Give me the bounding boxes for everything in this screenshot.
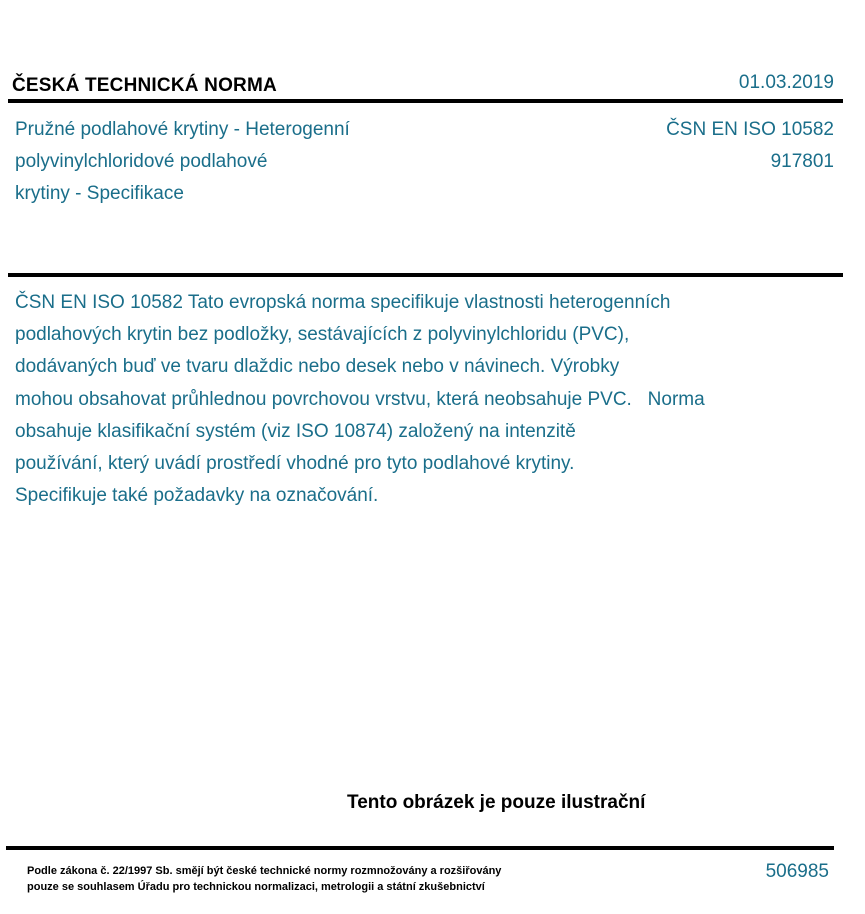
standard-title-line: Pružné podlahové krytiny - Heterogenní bbox=[15, 119, 350, 140]
abstract-line: podlahových krytin bez podložky, sestávajících z polyvinylchloridu (PVC), bbox=[15, 324, 630, 346]
document-type-title: ČESKÁ TECHNICKÁ NORMA bbox=[12, 75, 277, 96]
standard-identifier bbox=[666, 114, 834, 178]
illustration-notice: Tento obrázek je pouze ilustrační bbox=[347, 792, 646, 813]
legal-notice bbox=[27, 863, 501, 895]
footer-divider bbox=[6, 846, 834, 850]
abstract-line: obsahuje klasifikační systém (viz ISO 10874) založený na intenzitě bbox=[15, 420, 576, 442]
header-divider bbox=[8, 99, 843, 103]
legal-notice-line: Podle zákona č. 22/1997 Sb. smějí být české technické normy rozmnožovány a rozšiřovány bbox=[27, 865, 502, 877]
section-divider bbox=[8, 273, 843, 277]
standard-title bbox=[15, 114, 435, 210]
abstract-line: používání, který uvádí prostředí vhodné pro tyto podlahové krytiny. bbox=[15, 453, 575, 475]
abstract-line: Specifikuje také požadavky na označování. bbox=[15, 485, 379, 507]
catalog-number: 506985 bbox=[765, 861, 829, 882]
legal-notice-line: pouze se souhlasem Úřadu pro technickou normalizaci, metrologii a státní zkušebnictví bbox=[27, 881, 485, 893]
abstract-line: ČSN EN ISO 10582 Tato evropská norma specifikuje vlastnosti heterogenních bbox=[15, 292, 671, 313]
class-number: 917801 bbox=[770, 151, 834, 172]
abstract-line: mohou obsahovat průhlednou povrchovou vrstvu, která neobsahuje PVC. Norma bbox=[15, 388, 705, 410]
standard-title-line: krytiny - Specifikace bbox=[15, 183, 184, 204]
publication-date: 01.03.2019 bbox=[738, 72, 834, 93]
standard-title-line: polyvinylchloridové podlahové bbox=[15, 151, 268, 172]
abstract-line: dodávaných buď ve tvaru dlaždic nebo desek nebo v návinech. Výrobky bbox=[15, 356, 620, 378]
abstract-text bbox=[15, 287, 835, 512]
standard-designation: ČSN EN ISO 10582 bbox=[666, 119, 834, 140]
